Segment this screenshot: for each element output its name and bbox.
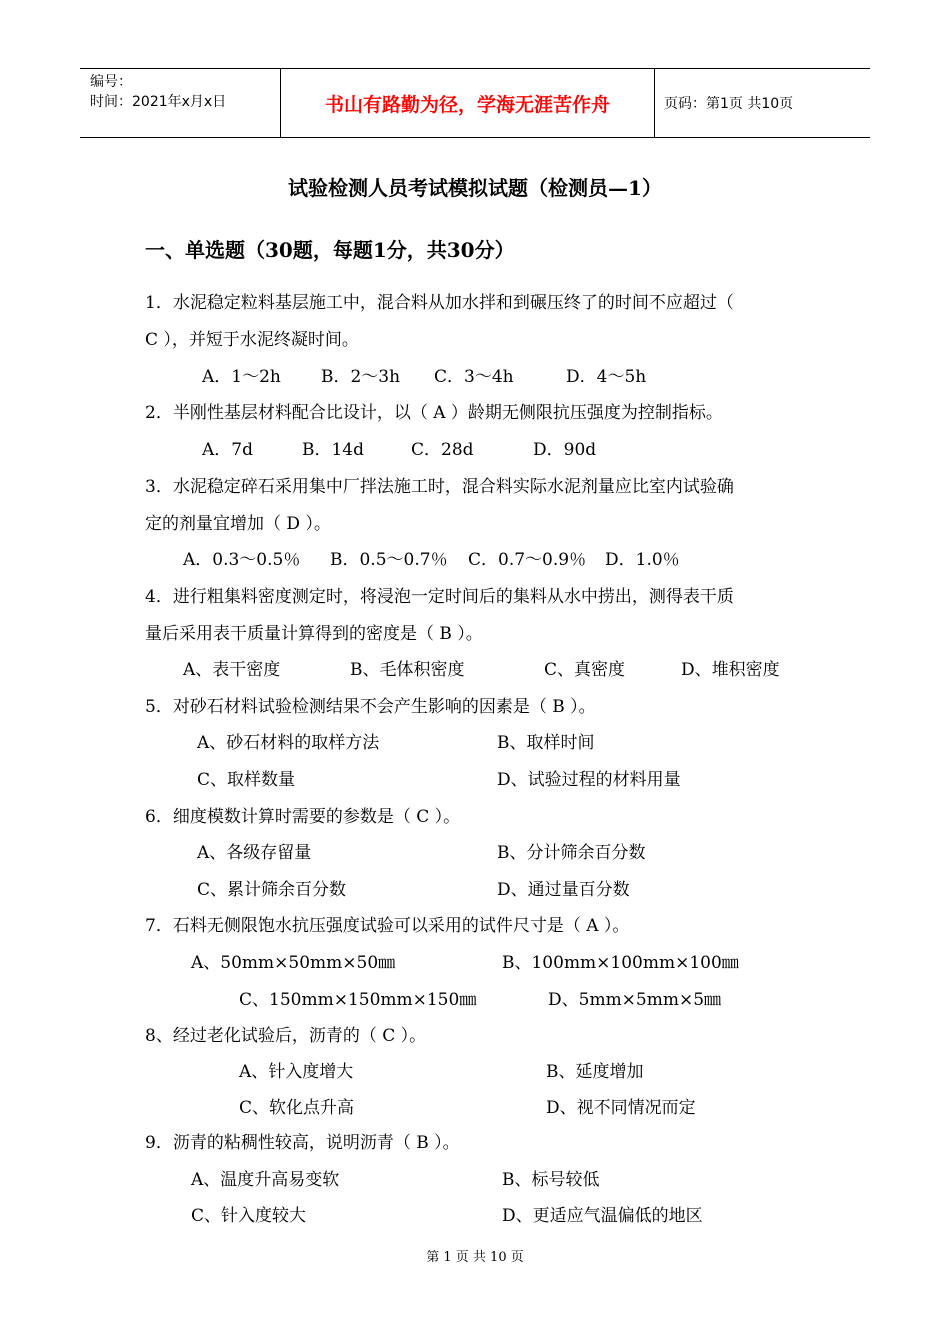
question-4-option-a: A、表干密度 bbox=[183, 660, 281, 680]
question-2-option-d: D．90d bbox=[533, 440, 597, 460]
section-title: 一、单选题（30题，每题1分，共30分） bbox=[145, 238, 515, 262]
question-2-option-a: A．7d bbox=[202, 440, 253, 460]
question-1-option-d: D．4～5h bbox=[566, 367, 647, 387]
question-1-line-2: C ），并短于水泥终凝时间。 bbox=[145, 330, 359, 350]
question-8-option-d: D、视不同情况而定 bbox=[546, 1098, 696, 1118]
question-8-option-c: C、软化点升高 bbox=[239, 1098, 355, 1118]
question-9-option-d: D、更适应气温偏低的地区 bbox=[502, 1206, 703, 1226]
question-5-line-1: 5．对砂石材料试验检测结果不会产生影响的因素是（ B ）。 bbox=[145, 697, 596, 717]
header-meta bbox=[80, 69, 280, 137]
question-1-option-a: A．1～2h bbox=[202, 367, 281, 387]
question-8-option-a: A、针入度增大 bbox=[239, 1062, 354, 1082]
question-4-option-d: D、堆积密度 bbox=[681, 660, 780, 680]
document-title: 试验检测人员考试模拟试题（检测员—1） bbox=[288, 176, 662, 200]
question-8-option-b: B、延度增加 bbox=[546, 1062, 644, 1082]
question-3-line-1: 3．水泥稳定碎石采用集中厂拌法施工时，混合料实际水泥剂量应比室内试验确 bbox=[145, 477, 734, 497]
question-6-option-d: D、通过量百分数 bbox=[497, 880, 630, 900]
question-5-option-c: C、取样数量 bbox=[197, 770, 296, 790]
question-3-option-d: D．1.0％ bbox=[605, 550, 680, 570]
question-1-option-c: C．3～4h bbox=[434, 367, 514, 387]
question-3-option-a: A．0.3～0.5％ bbox=[183, 550, 301, 570]
question-5-option-b: B、取样时间 bbox=[497, 733, 595, 753]
question-7-option-c: C、150mm×150mm×150㎜ bbox=[239, 990, 477, 1010]
question-2-option-c: C．28d bbox=[411, 440, 474, 460]
time-label: 时间：2021年x月x日 bbox=[90, 94, 227, 110]
header-page-info: 页码：第1页 共10页 bbox=[664, 96, 794, 112]
question-7-option-a: A、50mm×50mm×50㎜ bbox=[191, 953, 396, 973]
question-7-option-b: B、100mm×100mm×100㎜ bbox=[502, 953, 739, 973]
question-7-line-1: 7．石料无侧限饱水抗压强度试验可以采用的试件尺寸是（ A ）。 bbox=[145, 916, 630, 936]
question-6-option-c: C、累计筛余百分数 bbox=[197, 880, 347, 900]
question-9-option-a: A、温度升高易变软 bbox=[191, 1170, 340, 1190]
question-1-line-1: 1．水泥稳定粒料基层施工中，混合料从加水拌和到碾压终了的时间不应超过（ bbox=[145, 293, 734, 313]
question-4-option-c: C、真密度 bbox=[544, 660, 626, 680]
question-8-line-1: 8、经过老化试验后，沥青的（ C ）。 bbox=[145, 1026, 427, 1046]
question-2-line-1: 2．半刚性基层材料配合比设计，以（ A ）龄期无侧限抗压强度为控制指标。 bbox=[145, 403, 723, 423]
header-motto: 书山有路勤为径，学海无涯苦作舟 bbox=[280, 69, 655, 137]
question-3-line-2: 定的剂量宜增加（ D ）。 bbox=[145, 514, 331, 534]
page-footer: 第 1 页 共 10 页 bbox=[426, 1250, 524, 1265]
question-9-line-1: 9．沥青的粘稠性较高，说明沥青（ B ）。 bbox=[145, 1133, 460, 1153]
question-9-option-c: C、针入度较大 bbox=[191, 1206, 307, 1226]
page-header bbox=[80, 68, 870, 138]
question-3-option-b: B．0.5～0.7％ bbox=[330, 550, 448, 570]
question-4-option-b: B、毛体积密度 bbox=[350, 660, 465, 680]
question-1-option-b: B．2～3h bbox=[321, 367, 401, 387]
question-3-option-c: C．0.7～0.9％ bbox=[468, 550, 587, 570]
question-6-option-b: B、分计筛余百分数 bbox=[497, 843, 646, 863]
question-6-line-1: 6．细度模数计算时需要的参数是（ C ）。 bbox=[145, 807, 461, 827]
question-7-option-d: D、5mm×5mm×5㎜ bbox=[548, 990, 722, 1010]
question-2-option-b: B．14d bbox=[302, 440, 365, 460]
question-4-line-2: 量后采用表干质量计算得到的密度是（ B ）。 bbox=[145, 624, 483, 644]
question-6-option-a: A、各级存留量 bbox=[197, 843, 312, 863]
question-5-option-a: A、砂石材料的取样方法 bbox=[197, 733, 380, 753]
question-4-line-1: 4．进行粗集料密度测定时，将浸泡一定时间后的集料从水中捞出，测得表干质 bbox=[145, 587, 734, 607]
number-label: 编号： bbox=[90, 74, 132, 90]
question-9-option-b: B、标号较低 bbox=[502, 1170, 600, 1190]
question-5-option-d: D、试验过程的材料用量 bbox=[497, 770, 681, 790]
